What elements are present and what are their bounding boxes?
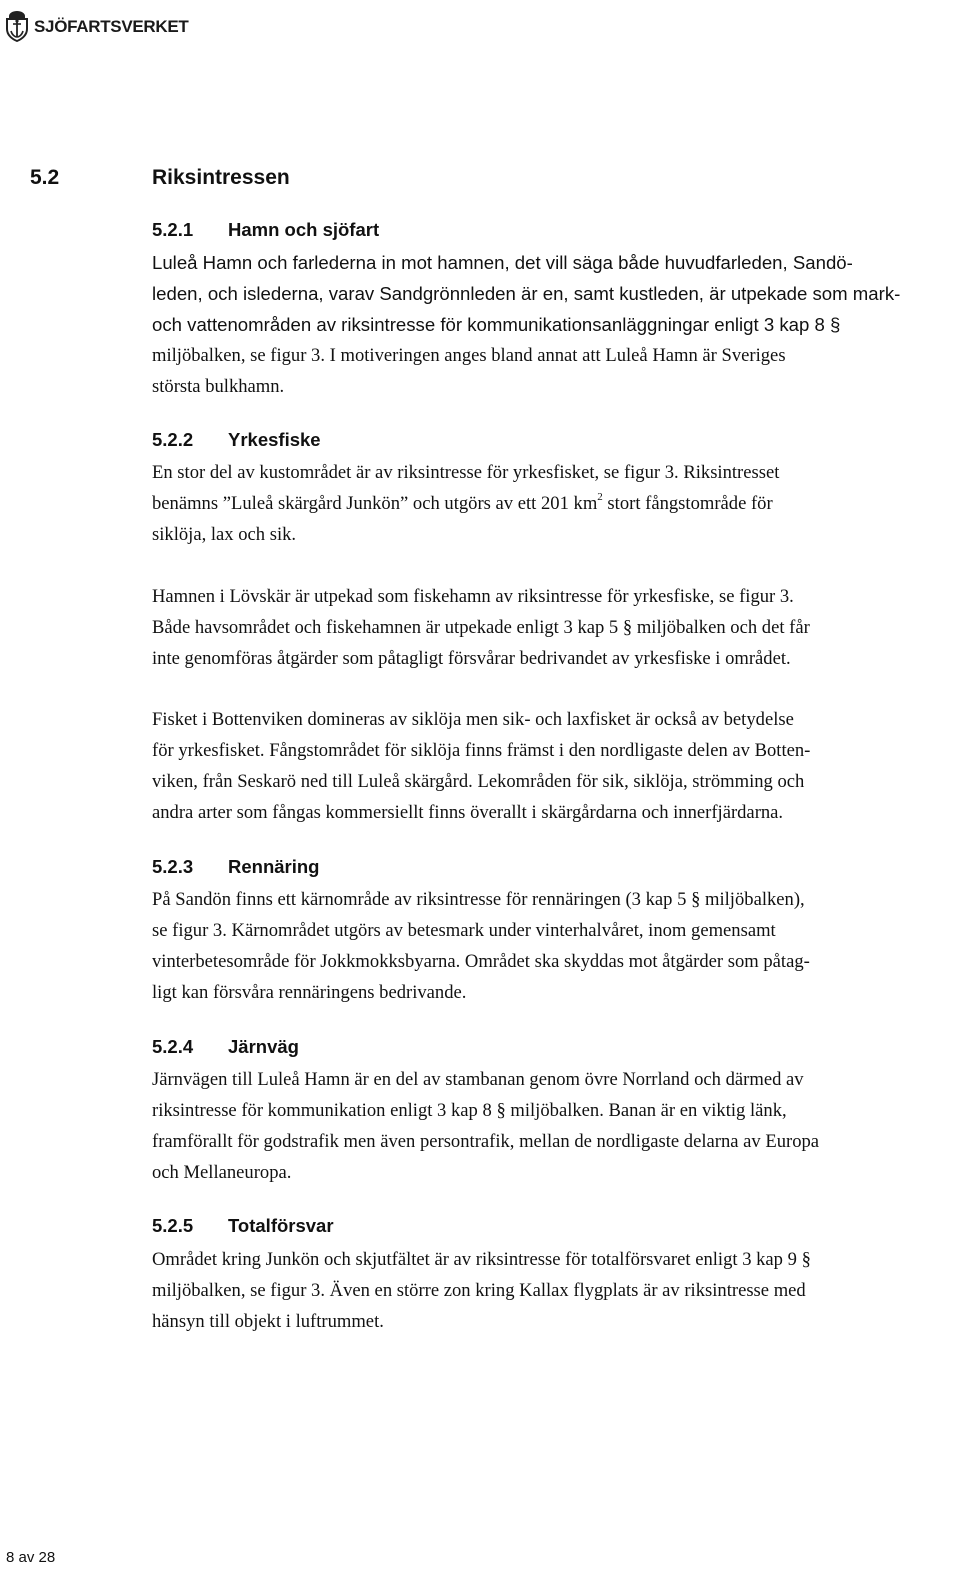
paragraph-line: Både havsområdet och fiskehamnen är utpekade enligt 3 kap 5 § miljöbalken och det får (152, 617, 810, 638)
paragraph-line: siklöja, lax och sik. (152, 524, 297, 545)
subsection-title: Järnväg (228, 1036, 299, 1057)
paragraph-line: Järnvägen till Luleå Hamn är en del av stambanan genom övre Norrland och därmed av (152, 1069, 804, 1090)
superscript: 2 (597, 490, 603, 503)
subsection-heading-jarnvag (152, 1036, 299, 1058)
paragraph-line: vinterbetesområde för Jokkmokksbyarna. Området ska skyddas mot åtgärder som påtag- (152, 951, 810, 972)
paragraph-line: Fisket i Bottenviken domineras av siklöja men sik- och laxfisket är också av betydelse (152, 709, 794, 730)
subsection-heading-yrkesfiske (152, 429, 321, 451)
section-title: Riksintressen (152, 166, 290, 189)
paragraph-line: En stor del av kustområdet är av riksintresse för yrkesfisket, se figur 3. Riksintresset (152, 462, 780, 483)
paragraph-totalforsvar (152, 1244, 952, 1337)
paragraph-hamn (152, 247, 952, 402)
paragraph-line: riksintresse för kommunikation enligt 3 kap 8 § miljöbalken. Banan är en viktig länk, (152, 1100, 787, 1121)
subsection-number: 5.2.5 (152, 1215, 194, 1236)
subsection-title: Rennäring (228, 856, 320, 877)
paragraph-line: inte genomföras åtgärder som påtagligt försvårar bedrivandet av yrkesfiske i området. (152, 648, 791, 669)
paragraph-line: miljöbalken, se figur 3. Även en större zon kring Kallax flygplats är av riksintresse med (152, 1280, 806, 1301)
paragraph-renn (152, 884, 952, 1008)
subsection-title: Totalförsvar (228, 1215, 334, 1236)
paragraph-yrkesfiske-1 (152, 457, 952, 550)
subsection-number: 5.2.4 (152, 1036, 194, 1057)
subsection-title: Yrkesfiske (228, 429, 321, 450)
paragraph-line: framförallt för godstrafik men även persontrafik, mellan de nordligaste delarna av Europa (152, 1131, 820, 1152)
section-number: 5.2 (30, 166, 60, 189)
subsection-title: Hamn och sjöfart (228, 219, 380, 240)
subsection-number: 5.2.2 (152, 429, 194, 450)
paragraph-line: leden, och islederna, varav Sandgrönnleden är en, samt kustleden, är utpekade som mark- (152, 283, 901, 304)
subsection-heading-totalforsvar (152, 1215, 334, 1237)
paragraph-yrkesfiske-2 (152, 581, 952, 674)
logo-text: SJÖFARTSVERKET (34, 16, 189, 36)
paragraph-line: Området kring Junkön och skjutfältet är av riksintresse för totalförsvaret enligt 3 kap 9 § (152, 1249, 811, 1270)
paragraph-line: ligt kan försvåra rennäringens bedrivande. (152, 982, 467, 1003)
paragraph-line: och Mellaneuropa. (152, 1162, 292, 1183)
paragraph-line: miljöbalken, se figur 3. I motiveringen anges bland annat att Luleå Hamn är Sveriges (152, 345, 786, 366)
page-number: 8 av 28 (6, 1549, 56, 1566)
paragraph-yrkesfiske-3 (152, 704, 952, 828)
paragraph-line: hänsyn till objekt i luftrummet. (152, 1311, 384, 1332)
paragraph-line: Hamnen i Lövskär är utpekad som fiskehamn av riksintresse för yrkesfiske, se figur 3. (152, 586, 794, 607)
paragraph-line: största bulkhamn. (152, 376, 285, 397)
paragraph-jarnvag (152, 1064, 952, 1188)
paragraph-line: andra arter som fångas kommersiellt finns överallt i skärgårdarna och innerfjärdarna. (152, 802, 784, 823)
paragraph-line-tail: stort fångstområde för (602, 493, 773, 514)
sjofartsverket-logo (4, 8, 189, 44)
subsection-number: 5.2.3 (152, 856, 194, 877)
subsection-heading-renn (152, 856, 319, 878)
paragraph-line: Luleå Hamn och farlederna in mot hamnen, det vill säga både huvudfarleden, Sandö- (152, 252, 853, 273)
paragraph-line: och vattenområden av riksintresse för kommunikationsanläggningar enligt 3 kap 8 § (152, 314, 841, 335)
paragraph-line: På Sandön finns ett kärnområde av riksintresse för rennäringen (3 kap 5 § miljöbalken), (152, 889, 805, 910)
paragraph-line: viken, från Seskarö ned till Luleå skärgård. Lekområden för sik, siklöja, strömming och (152, 771, 805, 792)
paragraph-line (152, 488, 952, 519)
paragraph-line: se figur 3. Kärnområdet utgörs av betesmark under vinterhalvåret, inom gemensamt (152, 920, 776, 941)
paragraph-line-text: benämns ”Luleå skärgård Junkön” och utgörs av ett 201 km (152, 493, 598, 514)
paragraph-line: för yrkesfisket. Fångstområdet för siklöja finns främst i den nordligaste delen av Botten- (152, 740, 811, 761)
subsection-number: 5.2.1 (152, 219, 194, 240)
subsection-heading-hamn (152, 219, 379, 241)
crest-icon (4, 10, 30, 42)
